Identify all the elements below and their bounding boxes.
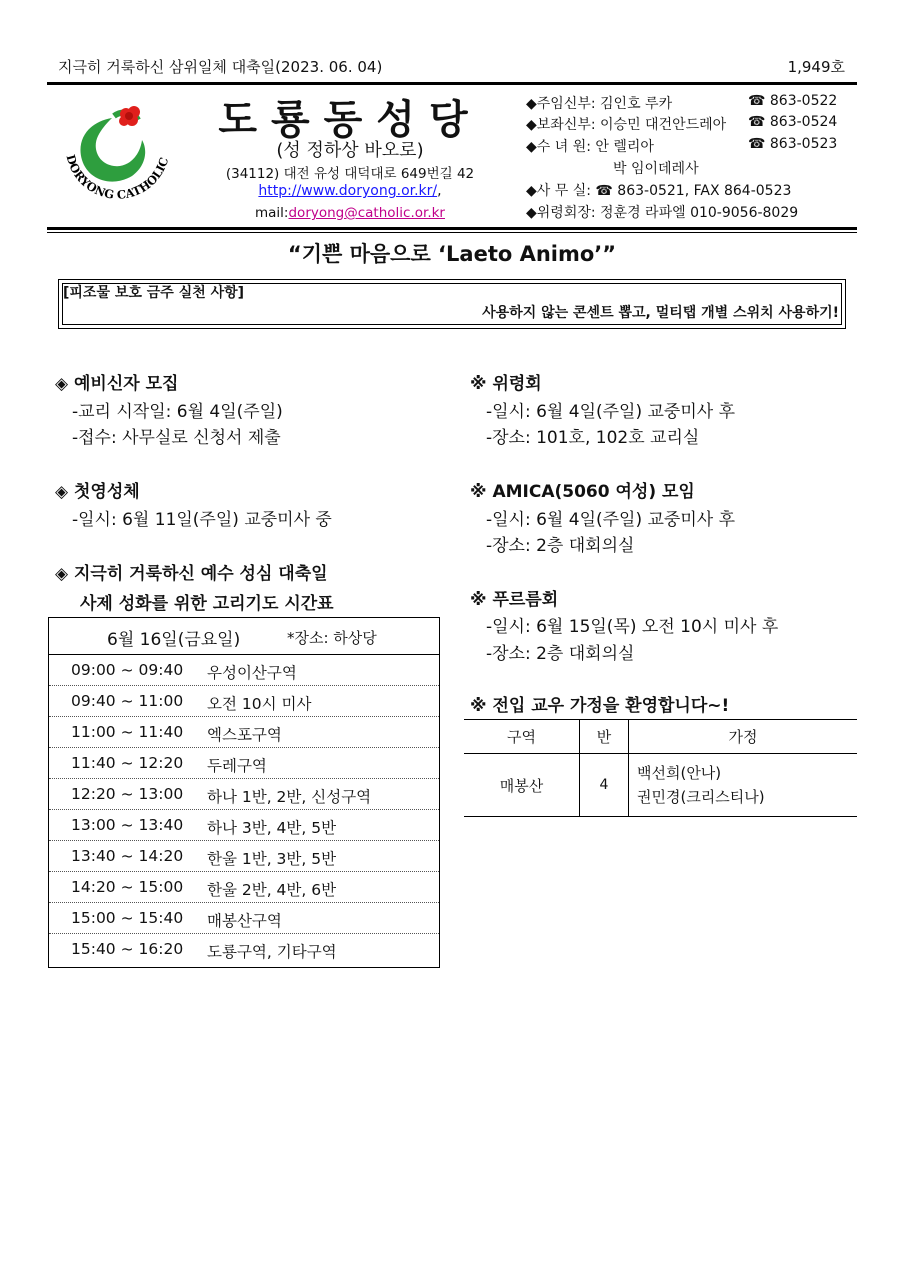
welcome-families-table (464, 719, 857, 817)
section-first-communion-title: ◈ 첫영성체 (55, 482, 140, 502)
section-catechumen-line: -접수: 사무실로 신청서 제출 (72, 428, 281, 448)
schedule-group: 매봉산구역 (207, 912, 282, 930)
section-welcome-title: ※ 전입 교우 가정을 환영합니다~! (470, 696, 730, 716)
issue-number: 1,949호 (787, 58, 845, 76)
col-header-district: 구역 (464, 720, 580, 754)
schedule-group: 도룡구역, 기타구역 (207, 943, 337, 961)
contact-phone: ☎ 863-0523 (748, 136, 838, 152)
contact-phone: ☎ 863-0524 (748, 114, 838, 130)
contact-pastor (526, 93, 856, 113)
patron-saint: (성 정하상 바오로) (276, 140, 424, 161)
contact-convent (526, 136, 856, 156)
cell-district: 매봉산 (464, 754, 580, 817)
schedule-group: 하나 1반, 2반, 신성구역 (207, 788, 372, 806)
schedule-group: 오전 10시 미사 (207, 695, 312, 713)
contact-assistant-priest (526, 114, 856, 134)
schedule-time: 11:40 ~ 12:20 (71, 754, 184, 772)
welcome-table-header (464, 720, 857, 754)
parish-name: 도룡동성당 (218, 97, 482, 143)
schedule-time: 12:20 ~ 13:00 (71, 785, 184, 803)
notice-text: 사용하지 않는 콘센트 뽑고, 멀티탭 개별 스위치 사용하기! (482, 305, 839, 321)
section-memorial-line: -장소: 101호, 102호 교리실 (486, 428, 700, 448)
notice-box (58, 279, 846, 329)
schedule-group: 하나 3반, 4반, 5반 (207, 819, 337, 837)
contact-label: ◆보좌신부: 이승민 대건안드레아 (526, 117, 727, 133)
contact-phone: ☎ 863-0522 (748, 93, 838, 109)
cell-families (629, 754, 858, 817)
col-header-family: 가정 (629, 720, 858, 754)
schedule-row (49, 934, 439, 965)
header-bottom-rule-thin (47, 232, 857, 233)
schedule-time: 13:40 ~ 14:20 (71, 847, 184, 865)
schedule-group: 한울 1반, 3반, 5반 (207, 850, 337, 868)
col-header-class: 반 (580, 720, 629, 754)
welcome-table-row (464, 754, 857, 817)
section-pureureum-line: -일시: 6월 15일(목) 오전 10시 미사 후 (486, 617, 779, 637)
family-name: 권민경(크리스티나) (637, 788, 765, 806)
family-name: 백선희(안나) (637, 764, 722, 782)
section-sacred-heart-title: ◈ 지극히 거룩하신 예수 성심 대축일 (55, 564, 328, 584)
section-pureureum-title: ※ 푸르름회 (470, 590, 559, 610)
website-link[interactable]: http://www.doryong.or.kr/ (258, 183, 438, 199)
schedule-date: 6월 16일(금요일) (107, 630, 241, 650)
address: (34112) 대전 유성 대덕대로 649번길 42 (225, 166, 475, 182)
section-amica-line: -장소: 2층 대회의실 (486, 536, 635, 556)
cell-class: 4 (580, 754, 629, 817)
schedule-row (49, 841, 439, 872)
schedule-time: 11:00 ~ 11:40 (71, 723, 184, 741)
mail-line (200, 205, 500, 221)
schedule-row (49, 717, 439, 748)
contact-memorial-society: ◆위령회장: 정훈경 라파엘 010-9056-8029 (526, 205, 799, 221)
parish-logo (52, 100, 182, 220)
website-line (200, 183, 500, 199)
header-bottom-rule (47, 227, 857, 230)
section-sacred-heart-subtitle: 사제 성화를 위한 고리기도 시간표 (80, 594, 334, 614)
website-suffix: , (437, 183, 442, 199)
schedule-row (49, 779, 439, 810)
schedule-place: *장소: 하상당 (287, 629, 377, 647)
section-amica-line: -일시: 6월 4일(주일) 교중미사 후 (486, 510, 736, 530)
schedule-time: 14:20 ~ 15:00 (71, 878, 184, 896)
schedule-row (49, 872, 439, 903)
schedule-time: 13:00 ~ 13:40 (71, 816, 184, 834)
section-memorial-line: -일시: 6월 4일(주일) 교중미사 후 (486, 402, 736, 422)
schedule-row (49, 903, 439, 934)
schedule-time: 09:40 ~ 11:00 (71, 692, 184, 710)
section-amica-title: ※ AMICA(5060 여성) 모임 (470, 482, 695, 502)
mail-link[interactable]: doryong@catholic.or.kr (288, 205, 445, 221)
section-pureureum-line: -장소: 2층 대회의실 (486, 644, 635, 664)
schedule-group: 두레구역 (207, 757, 267, 775)
header-top-rule (47, 82, 857, 85)
section-catechumen-line: -교리 시작일: 6월 4일(주일) (72, 402, 283, 422)
schedule-row (49, 748, 439, 779)
schedule-group: 우성이산구역 (207, 664, 297, 682)
section-memorial-title: ※ 위령회 (470, 374, 542, 394)
section-first-communion-line: -일시: 6월 11일(주일) 교중미사 중 (72, 510, 332, 530)
schedule-time: 09:00 ~ 09:40 (71, 661, 184, 679)
feast-line: 지극히 거룩하신 삼위일체 대축일(2023. 06. 04) (58, 58, 383, 76)
schedule-row (49, 686, 439, 717)
section-catechumen-title: ◈ 예비신자 모집 (55, 374, 179, 394)
contact-label: ◆주임신부: 김인호 루카 (526, 96, 673, 112)
contact-label: ◆수 녀 원: 안 렐리아 (526, 139, 654, 155)
motto: “기쁜 마음으로 ‘Laeto Animo’” (287, 242, 617, 266)
mail-prefix: mail: (255, 205, 289, 221)
notice-title: [피조물 보호 금주 실천 사항] (63, 285, 245, 301)
schedule-row (49, 655, 439, 686)
contact-convent-2: 박 임이데레사 (613, 161, 699, 177)
schedule-time: 15:40 ~ 16:20 (71, 940, 184, 958)
schedule-group: 한울 2반, 4반, 6반 (207, 881, 337, 899)
logo-text: DORYONG CATHOLIC (63, 153, 172, 202)
schedule-time: 15:00 ~ 15:40 (71, 909, 184, 927)
prayer-schedule-table (48, 617, 440, 968)
schedule-group: 엑스포구역 (207, 726, 282, 744)
schedule-row (49, 810, 439, 841)
schedule-header (49, 618, 439, 655)
contact-office: ◆사 무 실: ☎ 863-0521, FAX 864-0523 (526, 183, 792, 199)
